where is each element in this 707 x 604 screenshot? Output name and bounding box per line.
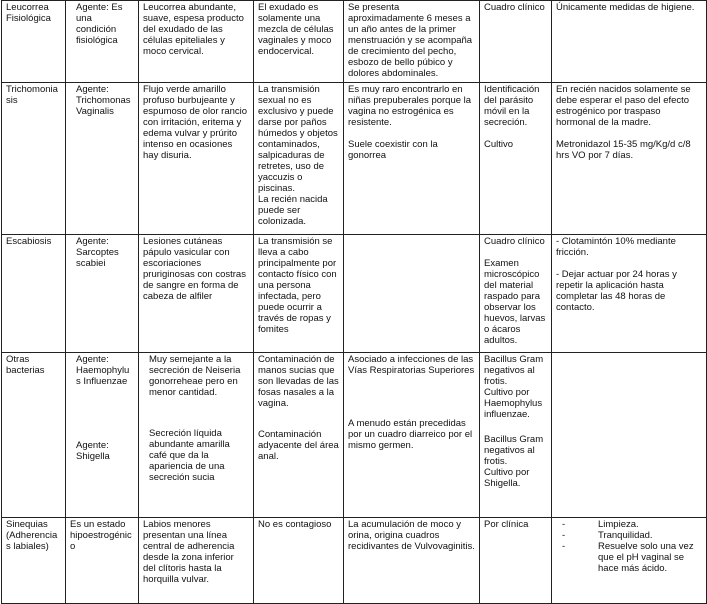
cell-treatment bbox=[552, 353, 707, 518]
treatment-list bbox=[556, 519, 702, 574]
text: Únicamente medidas de higiene. bbox=[556, 2, 695, 13]
list-item: - Limpieza. bbox=[556, 519, 702, 530]
cell-treatment bbox=[552, 518, 707, 604]
text: A menudo están precedidas por un cuadro diarreico por el mismo germen. bbox=[348, 418, 473, 451]
cell-transmission bbox=[254, 1, 344, 83]
cell-transmission bbox=[254, 235, 344, 353]
row-leucorrea bbox=[2, 1, 707, 83]
text: Secreción líquida abundante amarilla café que da la apariencia de una secreción sucia bbox=[149, 428, 230, 483]
text: Por clínica bbox=[484, 519, 529, 530]
text: Otras bacterias bbox=[6, 354, 45, 376]
text: Cultivo bbox=[484, 139, 514, 150]
text: Suele coexistir con la gonorrea bbox=[348, 139, 438, 161]
text: Cuadro clínico bbox=[484, 236, 545, 247]
cell-observations bbox=[344, 353, 480, 518]
cell-transmission bbox=[254, 518, 344, 604]
list-item: - Resuelve solo una vez que el pH vaginal se hace más ácido. bbox=[556, 541, 702, 574]
cell-clinical-picture bbox=[139, 518, 254, 604]
row-escabiosis bbox=[2, 235, 707, 353]
text: Sinequias (Adherencias labiales) bbox=[6, 519, 58, 552]
text: No es contagioso bbox=[258, 519, 332, 530]
cell-diagnosis bbox=[480, 518, 552, 604]
text: Agente: Haemophylus Influenzae bbox=[76, 354, 130, 387]
cell-observations bbox=[344, 235, 480, 353]
text: - Clotamintón 10% mediante fricción. bbox=[556, 236, 676, 258]
text: Agente: Trichomonas Vaginalis bbox=[76, 84, 131, 117]
clinical-table bbox=[1, 0, 707, 604]
cell-condition bbox=[2, 83, 66, 235]
cell-observations bbox=[344, 518, 480, 604]
row-otras-bacterias bbox=[2, 353, 707, 518]
cell-agent bbox=[66, 83, 139, 235]
cell-diagnosis bbox=[480, 83, 552, 235]
text: Agente: Es una condición fisiológica bbox=[76, 2, 123, 46]
text: Es muy raro encontrarlo en niñas prepuberales porque la vagina no estrogénica es resistente. bbox=[348, 84, 472, 128]
text: Asociado a infecciones de las Vías Respiratorias Superiores bbox=[348, 354, 475, 376]
text: Muy semejante a la secreción de Neiseria gonorreheae pero en menor cantidad. bbox=[149, 354, 241, 398]
row-trichomoniasis bbox=[2, 83, 707, 235]
text: Metronidazol 15-35 mg/Kg/d c/8 hrs VO por 7 días. bbox=[556, 139, 691, 161]
text: Es un estado hipoestrogénico bbox=[70, 519, 132, 552]
cell-agent bbox=[66, 235, 139, 353]
text: La transmisión se lleva a cabo principalmente por contacto físico con una persona infectada, pero puede ocurrir a través de ropas y fomites bbox=[258, 236, 337, 335]
text: Cultivo por Haemophylus influenzae. bbox=[484, 387, 543, 420]
text: Cuadro clínico bbox=[484, 2, 545, 13]
cell-condition bbox=[2, 1, 66, 83]
text: Leucorrea Fisiológica bbox=[6, 2, 51, 24]
cell-condition bbox=[2, 235, 66, 353]
text: Agente: Sarcoptes scabiei bbox=[76, 236, 119, 269]
text: Leucorrea abundante, suave, espesa producto del exudado de las células epiteliales y moco cervical. bbox=[143, 2, 244, 57]
text: Se presenta aproximadamente 6 meses a un año antes de la primer menstruación y se acompaña de crecimiento del pecho, esbozo de bello púbico y dolores abdominales. bbox=[348, 2, 473, 79]
text: Cultivo por Shigella. bbox=[484, 467, 530, 489]
cell-diagnosis bbox=[480, 1, 552, 83]
cell-clinical-picture bbox=[139, 353, 254, 518]
text: La recién nacida puede ser colonizada. bbox=[258, 194, 328, 227]
text: Escabiosis bbox=[6, 236, 52, 247]
cell-clinical-picture bbox=[139, 1, 254, 83]
cell-agent bbox=[66, 1, 139, 83]
text: Identificación del parásito móvil en la secreción. bbox=[484, 84, 540, 128]
text: El exudado es solamente una mezcla de células vaginales y moco endocervical. bbox=[258, 2, 334, 57]
cell-agent bbox=[66, 518, 139, 604]
text: En recién nacidos solamente se debe esperar el paso del efecto estrogénico por traspaso hormonal de la madre. bbox=[556, 84, 691, 128]
text: Contaminación adyacente del área anal. bbox=[258, 429, 339, 462]
cell-agent bbox=[66, 353, 139, 518]
cell-clinical-picture bbox=[139, 83, 254, 235]
text: Bacillus Gram negativos al frotis. bbox=[484, 354, 544, 387]
text: La transmisión sexual no es exclusivo y puede darse por paños húmedos y objetos contaminados, salpicaduras de retretes, uso de yaccuzis o piscinas. bbox=[258, 84, 338, 194]
cell-condition bbox=[2, 518, 66, 604]
list-item: - Tranquilidad. bbox=[556, 530, 702, 541]
cell-diagnosis bbox=[480, 353, 552, 518]
cell-observations bbox=[344, 83, 480, 235]
text: Labios menores presentan una línea central de adherencia desde la zona inferior del clítoris hasta la horquilla vulvar. bbox=[143, 519, 235, 585]
text: Flujo verde amarillo profuso burbujeante y espumoso de olor rancio con irritación, eritema y edema vulvar y prúrito intenso en ocasiones hay disuria. bbox=[143, 84, 248, 161]
cell-treatment bbox=[552, 83, 707, 235]
text: La acumulación de moco y orina, origina cuadros recidivantes de Vulvovaginitis. bbox=[348, 519, 475, 552]
text: Examen microscópico del material raspado para observar los huevos, larvas o ácaros adultos. bbox=[484, 258, 546, 346]
cell-treatment bbox=[552, 235, 707, 353]
cell-transmission bbox=[254, 83, 344, 235]
cell-observations bbox=[344, 1, 480, 83]
cell-clinical-picture bbox=[139, 235, 254, 353]
text: Trichomoniasis bbox=[6, 84, 58, 106]
text: Bacillus Gram negativos al frotis. bbox=[484, 434, 544, 467]
row-sinequias bbox=[2, 518, 707, 604]
cell-condition bbox=[2, 353, 66, 518]
cell-treatment bbox=[552, 1, 707, 83]
text: - Dejar actuar por 24 horas y repetir la aplicación hasta completar las 48 horas de contacto. bbox=[556, 269, 677, 313]
cell-transmission bbox=[254, 353, 344, 518]
text: Contaminación de manos sucias que son llevadas de las fosas nasales a la vagina. bbox=[258, 354, 339, 409]
cell-diagnosis bbox=[480, 235, 552, 353]
text: Agente: Shigella bbox=[76, 440, 110, 462]
text: Lesiones cutáneas pápulo vasicular con escoriaciones pruriginosas con costras de sangre en forma de cabeza de alfiler bbox=[143, 236, 246, 302]
